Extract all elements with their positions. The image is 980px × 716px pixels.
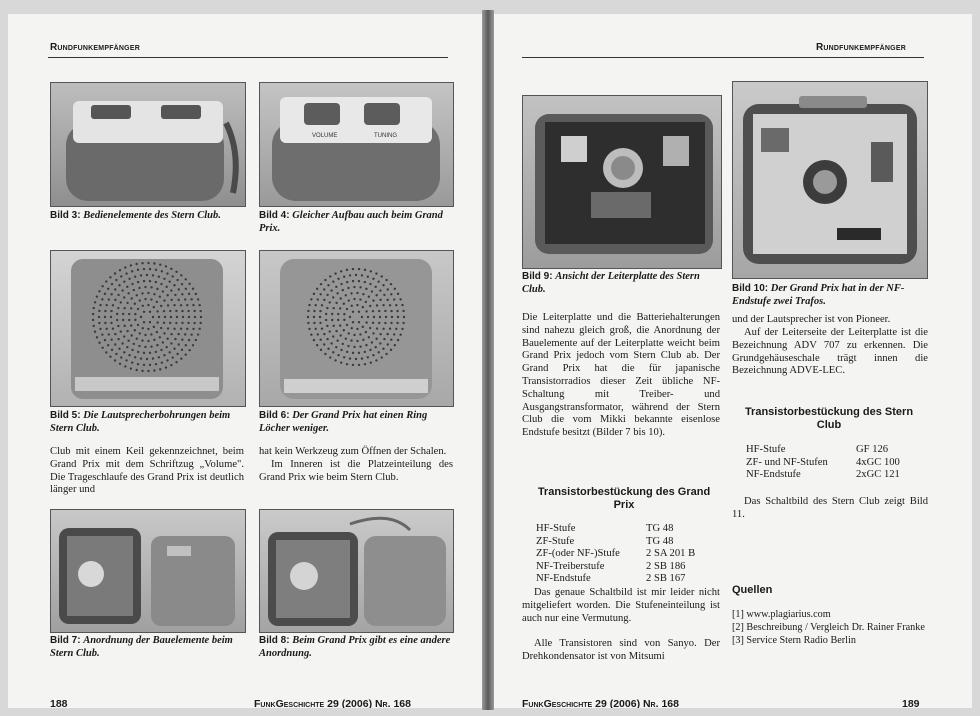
caption-bild5: Bild 5: Die Lautsprecherbohrungen beim Stern Club. xyxy=(50,410,231,434)
right-body-col2-b: Auf der Leiterseite der Leiterplatte ist die Bezeichnung ADV 707 zu erkennen. Die Grundgehäuseschale trägt innen die Bezeichnung ADVE-LEC. xyxy=(732,327,928,377)
header-rule-right xyxy=(522,57,924,58)
right-body-col2-c: Das Schaltbild des Stern Club zeigt Bild 11. xyxy=(732,496,928,520)
left-body-col2: hat kein Werkzeug zum Öffnen der Schalen. Im Inneren ist die Platzeinteilung des Grand Prix wie beim Stern Club. xyxy=(259,446,453,483)
page-number-left: 188 xyxy=(50,698,68,708)
stage-cell: NF-Endstufe xyxy=(746,469,801,481)
volume-label-print: VOLUME xyxy=(312,133,338,139)
caption-bild3: Bild 3: Bedienelemente des Stern Club. xyxy=(50,210,221,221)
table-row xyxy=(536,561,695,574)
stage-cell: NF-Endstufe xyxy=(536,573,591,585)
table-grand-prix xyxy=(536,523,695,586)
caption-bild6: Bild 6: Der Grand Prix hat einen Ring Löcher weniger. xyxy=(259,410,428,434)
caption-bild9: Bild 9: Ansicht der Leiterplatte des Stern Club. xyxy=(522,271,700,295)
transistor-cell: 2 SA 201 B xyxy=(646,548,696,560)
stage-cell: HF-Stufe xyxy=(536,523,576,534)
table-row xyxy=(746,444,900,457)
photo-bild5-speaker-holes xyxy=(50,250,246,407)
photo-bild4-grand-prix-controls xyxy=(259,82,454,207)
transistor-cell: 4xGC 100 xyxy=(856,456,900,468)
table-row xyxy=(746,457,900,470)
transistor-cell: TG 48 xyxy=(646,523,674,534)
table-title-stern-club: Transistorbestückung des Stern Club xyxy=(744,406,914,431)
transistor-cell: GF 126 xyxy=(856,444,889,455)
transistor-cell: 2 SB 167 xyxy=(646,573,686,585)
page-number-right: 189 xyxy=(902,698,920,708)
right-body-col1-c: Alle Transistoren sind von Sanyo. Der Drehkondensator ist von Mitsumi xyxy=(522,638,720,662)
transistor-cell: 2xGC 121 xyxy=(856,469,900,481)
sources-title: Quellen xyxy=(732,584,773,596)
book-gutter xyxy=(482,10,494,710)
table-row xyxy=(536,523,695,536)
sources-list xyxy=(732,608,928,647)
source-item: [2] Beschreibung / Vergleich Dr. Rainer Franke xyxy=(732,622,925,633)
journal-footer-left: FunkGeschichte 29 (2006) Nr. 168 xyxy=(254,698,411,708)
caption-bild8: Bild 8: Beim Grand Prix gibt es eine andere Anordnung. xyxy=(259,635,451,659)
left-page xyxy=(8,14,482,708)
photo-bild8-grand-prix-inside xyxy=(259,509,454,633)
running-head-right: Rundfunkempfänger xyxy=(816,42,906,53)
stage-cell: ZF-Stufe xyxy=(536,535,575,547)
right-body-col1-a: Die Leiterplatte und die Batteriehalterungen sind nahezu gleich groß, die Anordnung der Bauelemente auf der Leiterplatte weicht beim Grand Prix jedoch vom Stern Club ab. Der Grand Prix hat die für japanische Transistorradios dieser Zeit übliche NF-Schaltung mit Treiber- und Ausgangstransformator, während der Stern Club die vom Mikki bekannte eisenlose Endstufe besitzt (Bilder 7 bis 10). xyxy=(522,312,720,439)
running-head-left: Rundfunkempfänger xyxy=(50,42,140,53)
table-row xyxy=(746,469,900,482)
journal-footer-right: FunkGeschichte 29 (2006) Nr. 168 xyxy=(522,698,679,708)
photo-bild10-grand-prix-pcb xyxy=(732,81,928,279)
source-item: [3] Service Stern Radio Berlin xyxy=(732,635,856,646)
table-row xyxy=(536,536,695,549)
table-row xyxy=(536,573,695,586)
photo-bild6-grand-prix-speaker xyxy=(259,250,454,407)
table-stern-club xyxy=(746,444,900,482)
table-title-grand-prix: Transistorbestückung des Grand Prix xyxy=(537,486,711,511)
left-body-col1: Club mit einem Keil gekennzeichnet, beim Grand Prix mit dem Schriftzug „Volume". Die Trageschlaufe des Grand Prix ist deutlich länger und xyxy=(50,446,244,496)
photo-bild7-stern-club-inside xyxy=(50,509,246,633)
right-body-col1-b: Das genaue Schaltbild ist mir leider nicht mitgeliefert worden. Die Stufeneinteilung ist auch nur eine Vermutung. xyxy=(522,587,720,624)
header-rule-left xyxy=(48,57,448,58)
caption-bild7: Bild 7: Anordnung der Bauelemente beim Stern Club. xyxy=(50,635,233,659)
transistor-cell: 2 SB 186 xyxy=(646,560,686,572)
table-row xyxy=(536,548,695,561)
stage-cell: ZF-(oder NF-)Stufe xyxy=(536,548,620,560)
right-body-col2-a: und der Lautsprecher ist von Pioneer. xyxy=(732,314,891,325)
stage-cell: ZF- und NF-Stufen xyxy=(746,456,828,468)
transistor-cell: TG 48 xyxy=(646,535,674,547)
source-item: [1] www.plagiarius.com xyxy=(732,609,831,620)
caption-bild10: Bild 10: Der Grand Prix hat in der NF-Endstufe zwei Trafos. xyxy=(732,283,905,307)
stage-cell: NF-Treiberstufe xyxy=(536,560,605,572)
photo-bild3-controls xyxy=(50,82,246,207)
stage-cell: HF-Stufe xyxy=(746,444,786,455)
right-page xyxy=(494,14,972,708)
tuning-label-print: TUNING xyxy=(374,133,397,139)
photo-bild9-stern-club-pcb xyxy=(522,95,722,269)
caption-bild4: Bild 4: Gleicher Aufbau auch beim Grand Prix. xyxy=(259,210,443,234)
